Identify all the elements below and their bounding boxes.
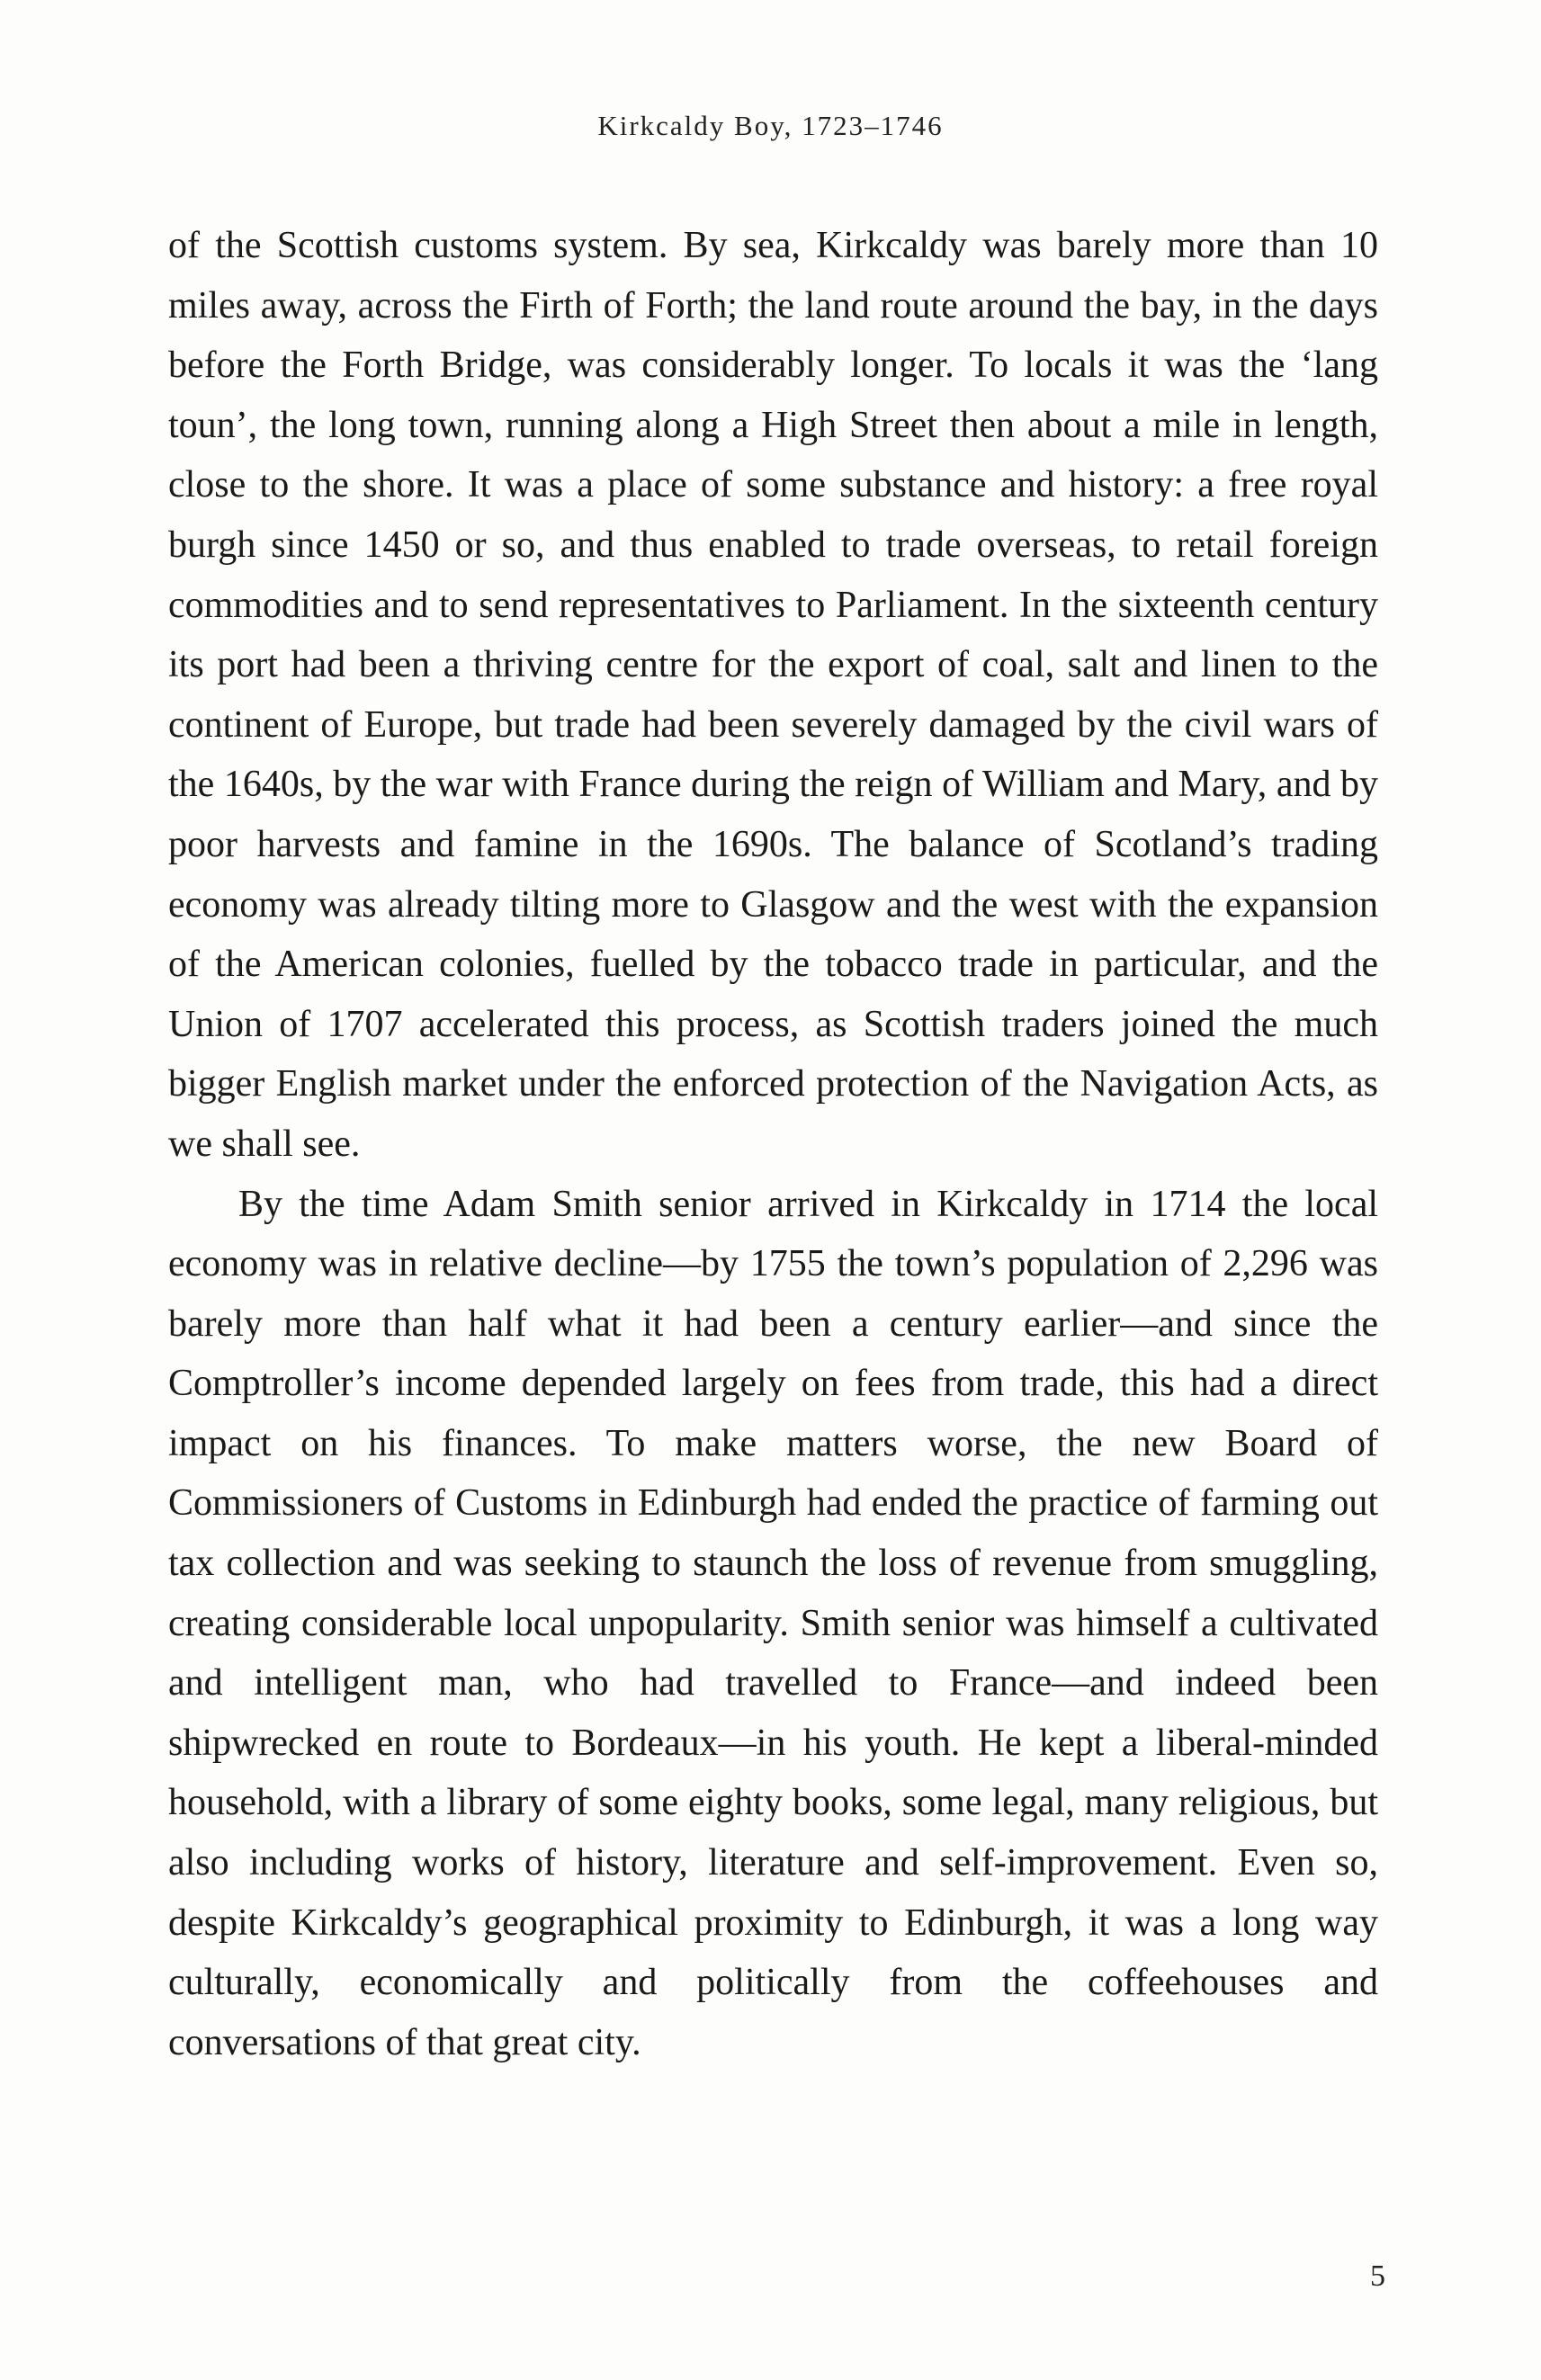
paragraph: By the time Adam Smith senior arrived in Kirkcaldy in 1714 the local economy was in relative decline—by 1755 the town’s population of 2,296 was barely more than half what it had been a century earlier—and since the Comptroller’s income depended largely on fees from trade, this had a direct impact on his finances. To make matters worse, the new Board of Commissioners of Customs in Edinburgh had ended the practice of farming out tax collection and was seeking to staunch the loss of revenue from smuggling, creating considerable local unpopularity. Smith senior was himself a cultivated and intelligent man, who had travelled to France—and indeed been shipwrecked en route to Bordeaux—in his youth. He kept a liberal-minded household, with a library of some eighty books, some legal, many religious, but also including works of history, literature and self-improvement. Even so, despite Kirkcaldy’s geographical proximity to Edinburgh, it was a long way culturally, economically and politically from the coffeehouses and conversations of that great city. xyxy=(168,1183,1378,2063)
body-text xyxy=(168,216,1378,2072)
running-head: Kirkcaldy Boy, 1723–1746 xyxy=(597,110,944,141)
paragraph-continued: of the Scottish customs system. By sea, Kirkcaldy was barely more than 10 miles away, across the Firth of Forth; the land route around the bay, in the days before the Forth Bridge, was considerably longer. To locals it was the ‘lang toun’, the long town, running along a High Street then about a mile in length, close to the shore. It was a place of some substance and history: a free royal burgh since 1450 or so, and thus enabled to trade overseas, to retail foreign commodities and to send representatives to Parliament. In the sixteenth century its port had been a thriving centre for the export of coal, salt and linen to the continent of Europe, but trade had been severely damaged by the civil wars of the 1640s, by the war with France during the reign of William and Mary, and by poor harvests and famine in the 1690s. The balance of Scotland’s trading economy was already tilting more to Glasgow and the west with the expansion of the American colonies, fuelled by the tobacco trade in particular, and the Union of 1707 accelerated this process, as Scottish traders joined the much bigger English market under the enforced protection of the Navigation Acts, as we shall see. xyxy=(168,225,1378,1165)
page-number: 5 xyxy=(1370,2259,1385,2293)
